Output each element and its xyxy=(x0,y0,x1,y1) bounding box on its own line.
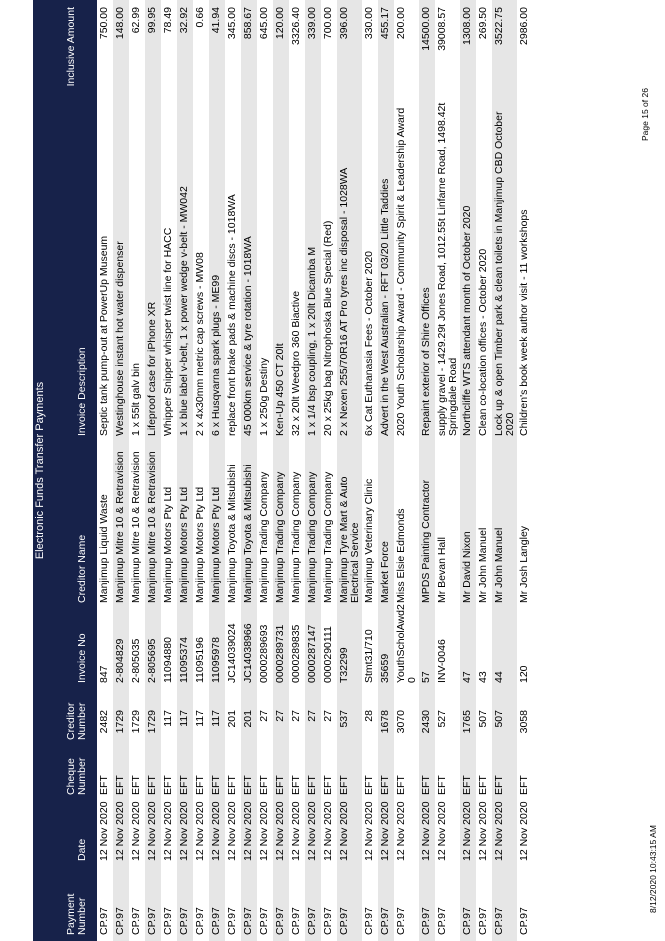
cell-amount: 345.00 xyxy=(226,7,238,40)
cell-creditor-name: Mr John Manuel xyxy=(477,527,489,603)
cell-date: 12 Nov 2020 xyxy=(493,801,505,861)
cell-invoice: 2-805035 xyxy=(130,638,142,683)
cell-description: 20 x 25kg bag Nitrophoska Blue Special (Red) xyxy=(322,220,334,436)
cell-payment: CP.97 xyxy=(420,907,432,935)
cell-date: 12 Nov 2020 xyxy=(477,801,489,861)
cell-creditor-name: Mr Josh Langley xyxy=(518,525,530,603)
cell-date: 12 Nov 2020 xyxy=(420,801,432,861)
cell-payment: CP.97 xyxy=(290,907,302,935)
cell-creditor-no: 1729 xyxy=(114,710,126,734)
cell-amount: 41.94 xyxy=(210,7,222,34)
cell-creditor-name: Manjimup Mitre 10 & Retravision xyxy=(146,451,158,603)
cell-creditor-no: 117 xyxy=(178,710,190,727)
cell-creditor-name: Manjimup Motors Pty Ltd xyxy=(162,486,174,603)
cell-invoice: 11094880 xyxy=(162,637,174,683)
cell-amount: 14500.00 xyxy=(420,7,432,51)
cell-description: Westinghouse instant hot water dispenser xyxy=(114,241,126,436)
cell-payment: CP.97 xyxy=(395,907,407,935)
cell-payment: CP.97 xyxy=(162,907,174,935)
cell-cheque: EFT xyxy=(146,775,158,795)
table-row xyxy=(209,0,225,941)
header-payment-number: Payment Number xyxy=(65,893,88,935)
table-row xyxy=(378,0,394,941)
table-row xyxy=(517,0,536,941)
cell-payment: CP.97 xyxy=(306,907,318,935)
cell-invoice: 44 xyxy=(493,671,505,683)
cell-invoice: JC14039024 xyxy=(226,623,238,683)
cell-payment: CP.97 xyxy=(518,907,530,935)
cell-description: 1 x 1/4 bsp coupling, 1 x 20lt Dicamba M xyxy=(306,246,318,436)
cell-invoice: 120 xyxy=(518,665,530,683)
cell-date: 12 Nov 2020 xyxy=(178,801,190,861)
cell-cheque: EFT xyxy=(477,775,489,795)
cell-creditor-no: 1678 xyxy=(379,710,391,734)
cell-invoice: 2-804829 xyxy=(114,638,126,683)
cell-payment: CP.97 xyxy=(130,907,142,935)
cell-payment: CP.97 xyxy=(226,907,238,935)
cell-amount: 120.00 xyxy=(274,7,286,40)
cell-creditor-no: 527 xyxy=(436,710,448,728)
cell-amount: 39008.57 xyxy=(436,7,448,51)
cell-date: 12 Nov 2020 xyxy=(290,801,302,861)
cell-creditor-no: 3070 xyxy=(395,710,407,734)
cell-date: 12 Nov 2020 xyxy=(242,801,254,861)
cell-payment: CP.97 xyxy=(493,907,505,935)
cell-creditor-no: 117 xyxy=(194,710,206,727)
cell-description: 6x Cat Euthanasia Fees - October 2020 xyxy=(363,250,375,436)
cell-amount: 339.00 xyxy=(306,7,318,40)
cell-description: Lock up & open Timber park & clean toilets in Manjimup CBD October 2020 xyxy=(493,111,516,436)
cell-description: Clean co-location offices - October 2020 xyxy=(477,248,489,436)
cell-invoice: Stmt31/710 xyxy=(363,629,375,683)
cell-invoice: 11095978 xyxy=(210,637,222,683)
cell-date: 12 Nov 2020 xyxy=(363,801,375,861)
cell-cheque: EFT xyxy=(379,775,391,795)
cell-date: 12 Nov 2020 xyxy=(146,801,158,861)
cell-date: 12 Nov 2020 xyxy=(162,801,174,861)
cell-invoice: 0000289731 xyxy=(274,624,286,683)
cell-creditor-no: 27 xyxy=(322,710,334,722)
cell-invoice: 0000287147 xyxy=(306,624,318,683)
cell-creditor-name: Manjimup Toyota & Mitsubishi xyxy=(226,464,238,603)
cell-amount: 455.17 xyxy=(379,7,391,40)
cell-cheque: EFT xyxy=(493,775,505,795)
cell-creditor-name: Manjimup Tyre Mart & Auto Electrical Service xyxy=(338,476,361,603)
cell-cheque: EFT xyxy=(194,775,206,795)
table-row xyxy=(492,0,517,941)
cell-invoice: INV-0046 xyxy=(436,639,448,683)
cell-description: replace front brake pads & machine discs - 1018WA xyxy=(226,194,238,436)
report-title: Electronic Funds Transfer Payments xyxy=(34,381,46,560)
cell-invoice: 57 xyxy=(420,671,432,683)
cell-creditor-name: Manjimup Trading Company xyxy=(290,471,302,603)
cell-creditor-no: 201 xyxy=(226,710,238,728)
cell-creditor-no: 27 xyxy=(290,710,302,722)
cell-date: 12 Nov 2020 xyxy=(130,801,142,861)
cell-description: Northcliffe WTS attendant month of October 2020 xyxy=(461,205,473,436)
table-row xyxy=(145,0,161,941)
cell-creditor-name: Manjimup Liquid Waste xyxy=(98,494,110,603)
cell-description: Whipper Snipper whisper twist line for HACC xyxy=(162,227,174,436)
cell-creditor-name: Manjimup Motors Pty Ltd xyxy=(210,486,222,603)
cell-cheque: EFT xyxy=(114,775,126,795)
table-row xyxy=(337,0,362,941)
cell-payment: CP.97 xyxy=(258,907,270,935)
cell-cheque: EFT xyxy=(226,775,238,795)
cell-amount: 269.50 xyxy=(477,7,489,40)
cell-creditor-no: 2430 xyxy=(420,710,432,734)
cell-invoice: 0000289835 xyxy=(290,624,302,683)
cell-amount: 750.00 xyxy=(98,7,110,40)
cell-creditor-name: Manjimup Mitre 10 & Retravision xyxy=(130,451,142,603)
cell-cheque: EFT xyxy=(461,775,473,795)
cell-date: 12 Nov 2020 xyxy=(274,801,286,861)
cell-description: Septic tank pump-out at PowerUp Museum xyxy=(98,235,110,436)
cell-creditor-no: 117 xyxy=(210,710,222,727)
cell-payment: CP.97 xyxy=(461,907,473,935)
cell-description: Repaint exterior of Shire Offices xyxy=(420,287,432,436)
cell-description: 1 x blue label v-belt, 1 x power wedge v-belt - MW042 xyxy=(178,186,190,436)
cell-invoice: 0000290111 xyxy=(322,626,334,683)
cell-description: supply gravel - 1429.29t Jones Road, 1012.55t Linfarne Road, 1498.42t Springdale Road xyxy=(436,102,459,436)
cell-amount: 200.00 xyxy=(395,7,407,40)
cell-date: 12 Nov 2020 xyxy=(395,801,407,861)
cell-amount: 645.00 xyxy=(258,7,270,40)
cell-invoice: 0000289693 xyxy=(258,624,270,683)
cell-creditor-no: 201 xyxy=(242,710,254,728)
cell-amount: 32.92 xyxy=(178,7,190,34)
cell-cheque: EFT xyxy=(338,775,350,795)
cell-payment: CP.97 xyxy=(477,907,489,935)
cell-cheque: EFT xyxy=(306,775,318,795)
cell-description: 2020 Youth Scholarship Award - Community Spirit & Leadership Award xyxy=(395,107,407,436)
cell-date: 12 Nov 2020 xyxy=(114,801,126,861)
cell-cheque: EFT xyxy=(436,775,448,795)
cell-date: 12 Nov 2020 xyxy=(306,801,318,861)
cell-creditor-no: 537 xyxy=(338,710,350,728)
cell-payment: CP.97 xyxy=(242,907,254,935)
cell-invoice: 11095374 xyxy=(178,637,190,683)
table-row xyxy=(394,0,419,941)
cell-date: 12 Nov 2020 xyxy=(436,801,448,861)
table-row xyxy=(435,0,460,941)
cell-invoice: JC14038966 xyxy=(242,623,254,683)
header-invoice-description: Invoice Description xyxy=(76,347,88,436)
cell-cheque: EFT xyxy=(395,775,407,795)
header-inclusive-amount: Inclusive Amount xyxy=(65,7,77,87)
table-row xyxy=(177,0,193,941)
cell-cheque: EFT xyxy=(290,775,302,795)
cell-cheque: EFT xyxy=(322,775,334,795)
cell-creditor-no: 27 xyxy=(306,710,318,722)
cell-creditor-no: 28 xyxy=(363,710,375,722)
cell-amount: 396.00 xyxy=(338,7,350,40)
cell-description: Ken-Up 450 CT 20lt xyxy=(274,343,286,436)
cell-amount: 0.66 xyxy=(194,7,206,28)
table-row xyxy=(97,0,113,941)
cell-cheque: EFT xyxy=(274,775,286,795)
cell-creditor-no: 3058 xyxy=(518,710,530,734)
cell-amount: 3326.40 xyxy=(290,7,302,45)
cell-payment: CP.97 xyxy=(338,907,350,935)
cell-creditor-no: 117 xyxy=(162,710,174,727)
cell-creditor-no: 27 xyxy=(258,710,270,722)
cell-payment: CP.97 xyxy=(210,907,222,935)
cell-amount: 62.99 xyxy=(130,7,142,34)
cell-payment: CP.97 xyxy=(363,907,375,935)
cell-creditor-no: 27 xyxy=(274,710,286,722)
cell-creditor-name: Manjimup Motors Pty Ltd xyxy=(178,486,190,603)
cell-creditor-name: Manjimup Trading Company xyxy=(258,471,270,603)
cell-amount: 3522.75 xyxy=(493,7,505,45)
cell-date: 12 Nov 2020 xyxy=(379,801,391,861)
cell-cheque: EFT xyxy=(420,775,432,795)
cell-invoice: 847 xyxy=(98,665,110,683)
cell-creditor-name: Manjimup Motors Pty Ltd xyxy=(194,486,206,603)
cell-payment: CP.97 xyxy=(379,907,391,935)
cell-invoice: 47 xyxy=(461,671,473,683)
cell-payment: CP.97 xyxy=(194,907,206,935)
header-invoice-no: Invoice No xyxy=(76,633,88,683)
cell-description: 1 x 250g Destiny xyxy=(258,357,270,436)
table-row xyxy=(257,0,273,941)
cell-creditor-name: Miss Elsie Edmonds xyxy=(395,508,407,603)
cell-description: 2 x 4x30mm metric cap screws - MW08 xyxy=(194,252,206,436)
header-creditor-name: Creditor Name xyxy=(76,534,88,603)
cell-cheque: EFT xyxy=(178,775,190,795)
cell-creditor-name: Manjimup Trading Company xyxy=(322,471,334,603)
cell-invoice: T32299 xyxy=(338,647,350,683)
cell-cheque: EFT xyxy=(210,775,222,795)
table-row xyxy=(129,0,145,941)
table-row xyxy=(193,0,209,941)
cell-creditor-no: 1765 xyxy=(461,710,473,734)
cell-cheque: EFT xyxy=(98,775,110,795)
cell-amount: 78.49 xyxy=(162,7,174,34)
cell-creditor-name: Mr John Manuel xyxy=(493,527,505,603)
cell-cheque: EFT xyxy=(258,775,270,795)
cell-creditor-name: Manjimup Toyota & Mitsubishi xyxy=(242,464,254,603)
cell-date: 12 Nov 2020 xyxy=(338,801,350,861)
cell-creditor-name: Manjimup Veterinary Clinic xyxy=(363,478,375,603)
cell-description: 45 000km service & tyre rotation - 1018WA xyxy=(242,236,254,436)
cell-creditor-no: 1729 xyxy=(146,710,158,734)
cell-creditor-no: 507 xyxy=(493,710,505,728)
cell-date: 12 Nov 2020 xyxy=(194,801,206,861)
cell-payment: CP.97 xyxy=(114,907,126,935)
cell-creditor-no: 2482 xyxy=(98,710,110,734)
cell-invoice: 43 xyxy=(477,671,489,683)
cell-date: 12 Nov 2020 xyxy=(461,801,473,861)
cell-description: 32 x 20lt Weedpro 360 Biactive xyxy=(290,290,302,436)
cell-description: Children's book week author visit - 11 workshops xyxy=(518,209,530,436)
cell-amount: 99.95 xyxy=(146,7,158,34)
cell-creditor-name: Mr Bevan Hall xyxy=(436,537,448,603)
cell-creditor-name: Manjimup Trading Company xyxy=(274,471,286,603)
cell-description: 6 x Husqvarna spark plugs - ME99 xyxy=(210,274,222,436)
cell-payment: CP.97 xyxy=(98,907,110,935)
cell-amount: 148.00 xyxy=(114,7,126,40)
cell-invoice: YouthScholAwd2 0 xyxy=(395,604,418,683)
table-row xyxy=(419,0,435,941)
cell-cheque: EFT xyxy=(162,775,174,795)
footer-timestamp: 8/12/2020 10:43:15 AM xyxy=(648,825,658,913)
cell-payment: CP.97 xyxy=(178,907,190,935)
cell-invoice: 11095196 xyxy=(194,637,206,683)
footer-page-number: Page 15 of 26 xyxy=(640,88,650,141)
cell-amount: 2986.00 xyxy=(518,7,530,45)
table-row xyxy=(161,0,177,941)
header-creditor-number: Creditor Number xyxy=(65,702,88,740)
cell-invoice: 35659 xyxy=(379,653,391,683)
cell-creditor-name: Mr David Nixon xyxy=(461,531,473,603)
table-row xyxy=(241,0,257,941)
cell-cheque: EFT xyxy=(242,775,254,795)
cell-creditor-name: MPDS Painting Contractor xyxy=(420,479,432,603)
cell-creditor-name: Market Force xyxy=(379,541,391,603)
table-row xyxy=(113,0,129,941)
cell-date: 12 Nov 2020 xyxy=(98,801,110,861)
cell-description: Lifeproof case for iPhone XR xyxy=(146,301,158,436)
table-row xyxy=(305,0,321,941)
cell-cheque: EFT xyxy=(518,775,530,795)
cell-date: 12 Nov 2020 xyxy=(210,801,222,861)
cell-amount: 1308.00 xyxy=(461,7,473,45)
header-cheque-number: Cheque Number xyxy=(65,757,88,795)
cell-invoice: 2-805695 xyxy=(146,638,158,683)
cell-date: 12 Nov 2020 xyxy=(226,801,238,861)
cell-payment: CP.97 xyxy=(274,907,286,935)
cell-cheque: EFT xyxy=(130,775,142,795)
cell-payment: CP.97 xyxy=(322,907,334,935)
table-row xyxy=(362,0,378,941)
cell-creditor-name: Manjimup Trading Company xyxy=(306,471,318,603)
cell-date: 12 Nov 2020 xyxy=(518,801,530,861)
table-row xyxy=(273,0,289,941)
cell-amount: 700.00 xyxy=(322,7,334,40)
table-row xyxy=(321,0,337,941)
cell-date: 12 Nov 2020 xyxy=(258,801,270,861)
cell-description: Advert in the West Australian - RFT 03/20 Little Taddies xyxy=(379,178,391,436)
cell-creditor-no: 507 xyxy=(477,710,489,728)
cell-creditor-name: Manjimup Mitre 10 & Retravision xyxy=(114,451,126,603)
cell-creditor-no: 1729 xyxy=(130,710,142,734)
cell-description: 1 x 55lt galv bin xyxy=(130,363,142,436)
table-row xyxy=(476,0,492,941)
cell-cheque: EFT xyxy=(363,775,375,795)
cell-date: 12 Nov 2020 xyxy=(322,801,334,861)
cell-amount: 858.67 xyxy=(242,7,254,40)
cell-description: 2 x Nexen 255/70R16 AT Pro tyres inc disposal - 1028WA xyxy=(338,167,350,436)
table-row xyxy=(289,0,305,941)
cell-amount: 330.00 xyxy=(363,7,375,40)
header-date: Date xyxy=(76,838,88,861)
table-row xyxy=(225,0,241,941)
table-row xyxy=(460,0,476,941)
cell-payment: CP.97 xyxy=(436,907,448,935)
cell-payment: CP.97 xyxy=(146,907,158,935)
